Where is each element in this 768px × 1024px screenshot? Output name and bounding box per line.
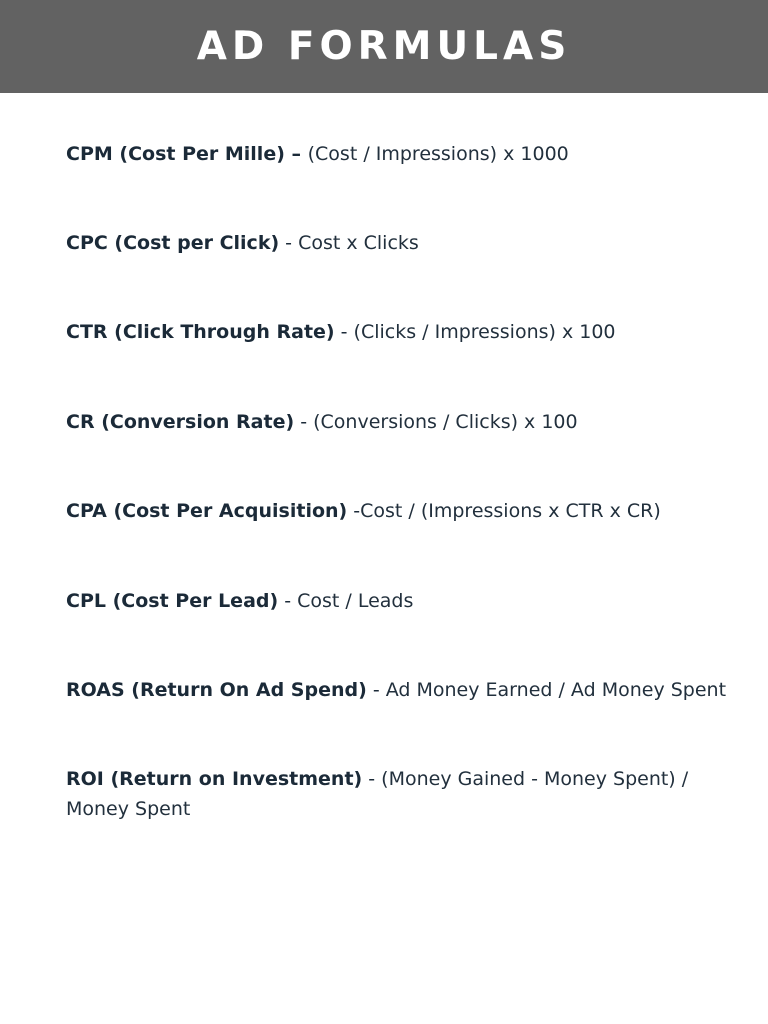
formula-separator: -	[294, 411, 314, 433]
formula-name: CR (Conversion Rate)	[66, 411, 295, 433]
formula-separator: -	[334, 321, 354, 343]
formula-separator: -	[279, 232, 299, 254]
formula-name: CTR (Click Through Rate)	[66, 321, 335, 343]
formula-cpl	[66, 586, 706, 616]
formula-separator: -	[366, 679, 386, 701]
formula-expression: Cost / Leads	[297, 590, 414, 612]
formula-ctr	[66, 317, 706, 347]
formula-separator: -	[278, 590, 298, 612]
formula-name: CPM (Cost Per Mille)	[66, 143, 285, 165]
formula-expression: Cost / (Impressions x CTR x CR)	[360, 500, 661, 522]
formula-roi	[66, 764, 706, 824]
formula-cr	[66, 407, 706, 437]
formula-roas	[66, 675, 727, 705]
formula-expression: (Clicks / Impressions) x 100	[353, 321, 616, 343]
formula-cpa	[66, 496, 706, 526]
formula-name: CPL (Cost Per Lead)	[66, 590, 279, 612]
formula-expression: (Conversions / Clicks) x 100	[313, 411, 578, 433]
page-title: AD FORMULAS	[196, 23, 572, 69]
formula-name: ROI (Return on Investment)	[66, 768, 363, 790]
formula-cpc	[66, 228, 706, 258]
formula-expression: Ad Money Earned / Ad Money Spent	[385, 679, 727, 701]
formula-name: CPA (Cost Per Acquisition)	[66, 500, 348, 522]
formula-expression: Cost x Clicks	[298, 232, 419, 254]
formula-expression: (Cost / Impressions) x 1000	[307, 143, 569, 165]
formula-name: ROAS (Return On Ad Spend)	[66, 679, 367, 701]
header-banner	[0, 0, 768, 93]
formula-separator: -	[362, 768, 382, 790]
formula-separator: –	[284, 143, 308, 165]
formula-separator: -	[347, 500, 361, 522]
formula-cpm	[66, 139, 706, 169]
formula-expression: (Money Gained - Money Spent) / Money Spent	[66, 768, 689, 820]
formula-name: CPC (Cost per Click)	[66, 232, 280, 254]
